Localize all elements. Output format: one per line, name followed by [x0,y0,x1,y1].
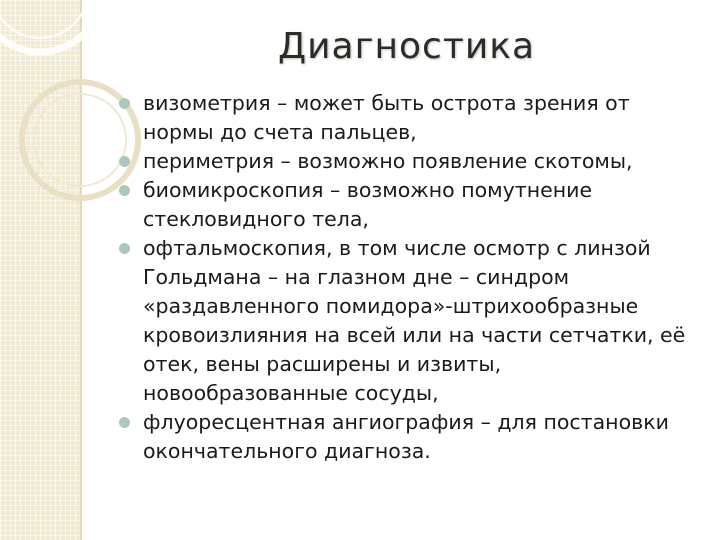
bullet-dot-icon [119,243,130,254]
bullet-text: биомикроскопия – возможно помутнение стекловидного тела, [143,178,593,231]
bullet-item [143,89,703,147]
slide-title: Диагностика [278,26,536,67]
bullet-dot-icon [119,156,130,167]
bullet-item [143,147,703,176]
bullet-text: визометрия – может быть острота зрения от нормы до счета пальцев, [143,91,630,144]
bullet-dot-icon [119,98,130,109]
bullet-text: флуоресцентная ангиография – для постановки окончательного диагноза. [143,410,669,463]
bullet-item [143,176,703,234]
bullet-item [143,234,703,408]
bullet-item [143,408,703,466]
bullet-list [143,89,703,466]
bullet-dot-icon [119,185,130,196]
bullet-text: офтальмоскопия, в том числе осмотр с линзой Гольдмана – на глазном дне – синдром «раздавленного помидора»-штрихообразные кровоизлияния на всей или на части сетчатки, её отек, вены расширены и извиты, новообразованные сосуды, [143,236,686,405]
bullet-dot-icon [119,417,130,428]
bullet-text: периметрия – возможно появление скотомы, [143,149,633,173]
